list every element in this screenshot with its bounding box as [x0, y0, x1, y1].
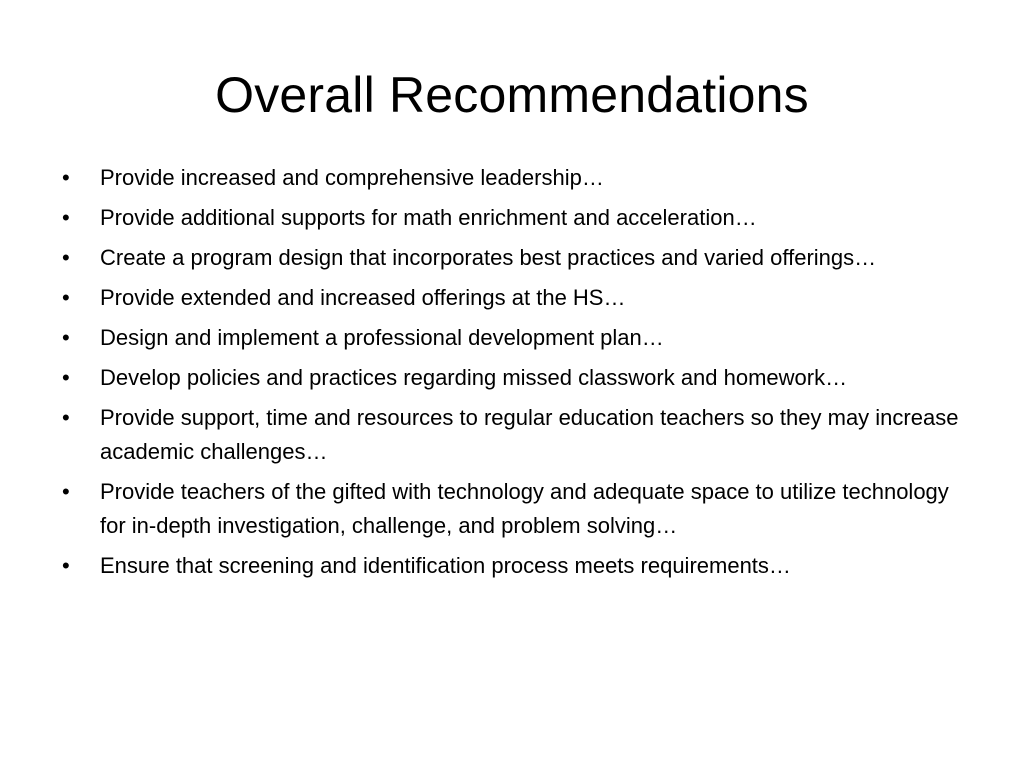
bullet-icon: •: [62, 325, 70, 350]
slide-title: Overall Recommendations: [215, 67, 809, 123]
bullet-icon: •: [62, 205, 70, 230]
list-item-text: Ensure that screening and identification process meets requirements…: [100, 553, 791, 578]
list-item-text: Provide additional supports for math enrichment and acceleration…: [100, 205, 757, 230]
list-item-text: Provide support, time and resources to regular education teachers so they may increase academic challenges…: [100, 405, 959, 464]
list-item-text: Design and implement a professional development plan…: [100, 325, 664, 350]
bullet-icon: •: [62, 165, 70, 190]
list-item: [62, 321, 970, 355]
list-item: [62, 549, 970, 583]
bullet-icon: •: [62, 285, 70, 310]
bullet-icon: •: [62, 553, 70, 578]
list-item: [62, 281, 970, 315]
bullet-icon: •: [62, 365, 70, 390]
list-item: [62, 475, 970, 543]
list-item-text: Develop policies and practices regarding missed classwork and homework…: [100, 365, 848, 390]
bullet-icon: •: [62, 405, 70, 430]
list-item-text: Provide extended and increased offerings at the HS…: [100, 285, 626, 310]
bullet-icon: •: [62, 245, 70, 270]
list-item-text: Create a program design that incorporates best practices and varied offerings…: [100, 245, 877, 270]
list-item: [62, 161, 970, 195]
list-item-text: Provide increased and comprehensive leadership…: [100, 165, 604, 190]
list-item-text: Provide teachers of the gifted with technology and adequate space to utilize technology for in-depth investigation, challenge, and problem solving…: [100, 479, 949, 538]
bullet-icon: •: [62, 479, 70, 504]
list-item: [62, 401, 970, 469]
list-item: [62, 201, 970, 235]
list-item: [62, 241, 970, 275]
recommendations-list: [62, 161, 970, 589]
list-item: [62, 361, 970, 395]
